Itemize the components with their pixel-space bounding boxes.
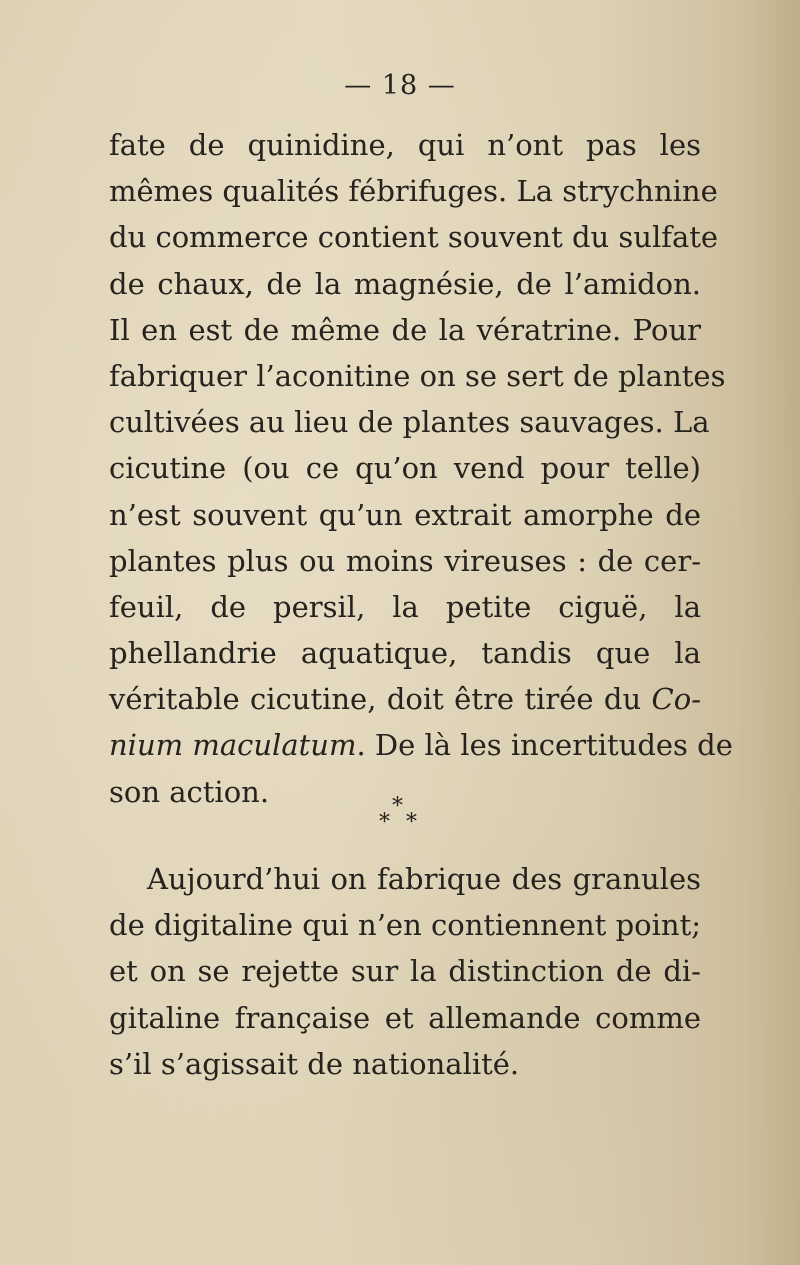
text-line: cicutine (ou ce qu’on vend pour telle): [109, 451, 701, 486]
text-line: son action.: [109, 774, 270, 809]
text-line: cultivées au lieu de plantes sauvages. La: [109, 405, 710, 440]
text-line: de chaux, de la magnésie, de l’amidon.: [109, 266, 701, 301]
text-line: phellandrie aquatique, tandis que la: [109, 636, 701, 671]
text-line: feuil, de persil, la petite ciguë, la: [109, 589, 701, 624]
asterisk-icon: *: [406, 810, 417, 835]
text-line: Il en est de même de la vératrine. Pour: [109, 312, 701, 347]
italic-text-run: Co-: [651, 682, 701, 717]
text-line: [109, 676, 701, 722]
text-line: mêmes qualités fébrifuges. La strychnine: [109, 174, 718, 209]
text-line: de digitaline qui n’en contiennent point;: [109, 908, 701, 943]
text-line: fabriquer l’aconitine on se sert de plantes: [109, 358, 726, 393]
text-line: et on se rejette sur la distinction de di-: [109, 954, 701, 989]
text-line: gitaline française et allemande comme: [109, 1000, 701, 1035]
text-line: Aujourd’hui on fabrique des granules: [147, 862, 701, 896]
text-run: véritable cicutine, doit être tirée du: [109, 682, 652, 717]
text-line: plantes plus ou moins vireuses : de cer-: [109, 543, 701, 578]
text-run: . De là les incertitudes de: [356, 728, 733, 763]
italic-text-run: nium maculatum: [109, 728, 357, 763]
text-line: [109, 722, 733, 768]
paragraph-1: [109, 122, 733, 815]
page-number: — 18 —: [344, 70, 456, 101]
text-line: n’est souvent qu’un extrait amorphe de: [109, 497, 701, 532]
text-line: du commerce contient souvent du sulfate: [109, 220, 719, 255]
asterisk-icon: *: [379, 810, 390, 835]
asterism-separator: [360, 788, 440, 844]
asterisk-icon: *: [392, 794, 403, 819]
text-line: fate de quinidine, qui n’ont pas les: [109, 128, 701, 162]
paragraph-2: [109, 856, 701, 1087]
text-line: s’il s’agissait de nationalité.: [109, 1046, 520, 1081]
